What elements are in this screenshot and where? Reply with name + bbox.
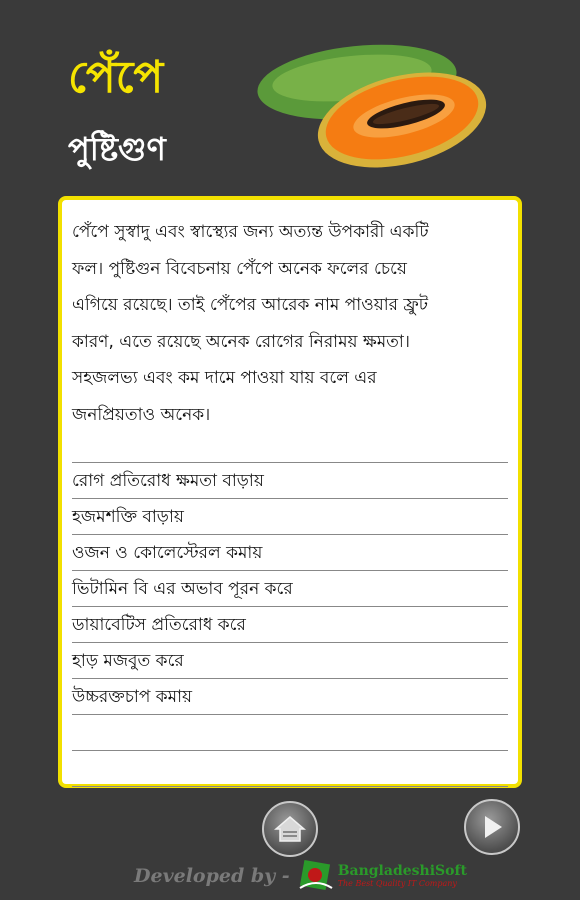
info-card (58, 196, 522, 788)
play-arrow-icon (479, 813, 505, 841)
list-item (72, 751, 508, 787)
description-line: এগিয়ে রয়েছে। তাই পেঁপের আরেক নাম পাওয়ার ফ্রুট (72, 295, 429, 315)
next-button[interactable] (464, 799, 520, 855)
papaya-image (252, 42, 492, 172)
description-line: ফল। পুষ্টিগুন বিবেচনায় পেঁপে অনেক ফলের চেয়ে (72, 258, 407, 279)
description-line: সহজলভ্য এবং কম দামে পাওয়া যায় বলে এর (72, 368, 377, 388)
home-button[interactable] (262, 801, 318, 857)
list-item: ভিটামিন বি এর অভাব পূরন করে (72, 571, 508, 607)
developed-by-text: Developed by - (134, 865, 290, 887)
brand-name: BangladeshiSoft (337, 862, 467, 879)
list-item: ডায়াবেটিস প্রতিরোধ করে (72, 607, 508, 643)
list-item (72, 715, 508, 751)
footer-credit (134, 858, 467, 894)
section-subtitle: পুষ্টিগুণ (68, 130, 166, 168)
brand-tagline: The Best Quality IT Company (337, 878, 457, 888)
page-title: পেঁপে (68, 52, 164, 103)
description-line: কারণ, এতে রয়েছে অনেক রোগের নিরাময় ক্ষমতা। (72, 331, 410, 352)
description-line: পেঁপে সুস্বাদু এবং স্বাস্থ্যের জন্য অত্যন্ত উপকারী একটি (72, 222, 429, 242)
description-text (72, 214, 508, 433)
description-line: জনপ্রিয়তাও অনেক। (72, 404, 211, 425)
list-item: রোগ প্রতিরোধ ক্ষমতা বাড়ায় (72, 463, 508, 499)
list-item: ওজন ও কোলেস্টেরল কমায় (72, 535, 508, 571)
list-item: হজমশক্তি বাড়ায় (72, 499, 508, 535)
home-icon (274, 815, 306, 843)
list-item: উচ্চরক্তচাপ কমায় (72, 679, 508, 715)
list-item: হাড় মজবুত করে (72, 643, 508, 679)
company-logo-icon (296, 858, 336, 894)
benefits-list (72, 462, 508, 787)
